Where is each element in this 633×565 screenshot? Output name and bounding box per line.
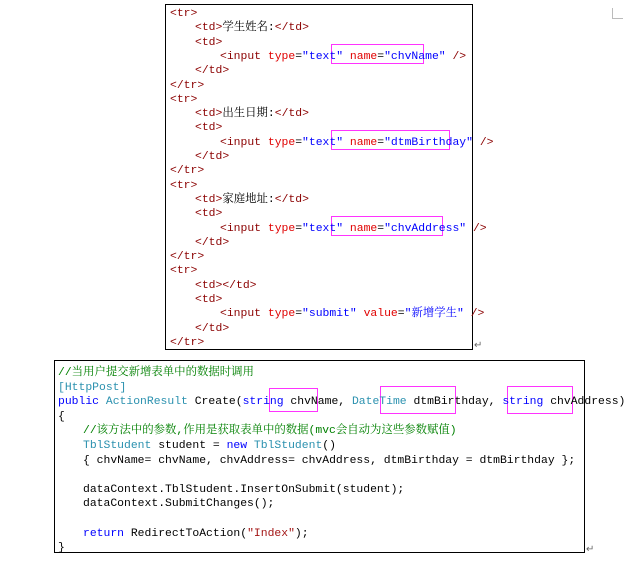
code-token: chvAddress) bbox=[543, 396, 626, 409]
code-token: student = bbox=[151, 440, 227, 452]
code-token: string bbox=[502, 396, 544, 409]
code-token: </td> bbox=[195, 151, 230, 163]
html-code-line bbox=[220, 222, 487, 236]
html-code-line bbox=[220, 136, 493, 150]
code-token: </tr> bbox=[170, 336, 205, 349]
code-token: </tr> bbox=[170, 79, 205, 92]
csharp-code-line bbox=[58, 541, 65, 555]
code-token: 学生姓名: bbox=[222, 22, 275, 35]
html-code-line bbox=[195, 322, 229, 336]
code-token: </tr> bbox=[170, 165, 205, 178]
code-token: { chvName= chvName, chvAddress= chvAddress, dtmBirthday = dtmBirthday }; bbox=[83, 454, 576, 467]
code-token: name bbox=[349, 222, 378, 235]
code-token: <td> bbox=[195, 294, 223, 306]
code-token bbox=[343, 137, 350, 149]
code-token: RedirectToAction( bbox=[124, 527, 248, 540]
code-token: <td> bbox=[195, 36, 223, 49]
code-token: type bbox=[267, 50, 296, 63]
code-token: "chvAddress" bbox=[384, 222, 467, 235]
code-token: <tr> bbox=[170, 179, 198, 192]
html-code-line bbox=[170, 93, 197, 107]
csharp-code-line bbox=[58, 410, 65, 424]
code-token: return bbox=[83, 527, 125, 540]
code-token: <input bbox=[220, 50, 268, 63]
html-code-line bbox=[170, 164, 204, 178]
code-token: "Index" bbox=[247, 527, 295, 540]
html-code-line bbox=[195, 64, 229, 78]
html-code-line bbox=[195, 150, 229, 164]
code-token: 出生日期: bbox=[222, 108, 275, 121]
code-token: <tr> bbox=[170, 265, 198, 278]
code-token: = bbox=[295, 50, 303, 63]
code-token: <tr> bbox=[170, 93, 198, 106]
html-code-line bbox=[195, 21, 309, 35]
code-token bbox=[466, 223, 473, 235]
code-token: DateTime bbox=[351, 396, 407, 409]
html-code-line bbox=[220, 307, 484, 321]
html-code-line bbox=[170, 7, 197, 21]
code-token: Create( bbox=[187, 396, 243, 409]
code-token: TblStudent bbox=[253, 440, 323, 452]
code-token bbox=[343, 223, 350, 235]
csharp-code-line bbox=[83, 454, 575, 468]
csharp-code-line bbox=[58, 395, 625, 409]
code-token: "submit" bbox=[302, 308, 357, 321]
code-token: "dtmBirthday" bbox=[384, 136, 473, 149]
code-token: name bbox=[349, 50, 378, 63]
code-token bbox=[343, 51, 350, 63]
code-token: name bbox=[349, 136, 378, 149]
html-code-line bbox=[220, 50, 466, 64]
code-token: 家庭地址: bbox=[222, 193, 275, 206]
code-token: <td> bbox=[195, 208, 223, 221]
html-code-line bbox=[195, 279, 257, 293]
code-token: </td> bbox=[274, 108, 309, 121]
code-token: </td> bbox=[195, 322, 230, 335]
code-token: <td> bbox=[195, 22, 223, 35]
html-code-line bbox=[195, 107, 309, 121]
code-token: string bbox=[242, 396, 284, 409]
code-token: <tr> bbox=[170, 8, 198, 20]
html-code-line bbox=[170, 336, 204, 350]
html-code-line bbox=[195, 36, 222, 50]
code-token: = bbox=[377, 50, 385, 63]
code-token: chvName, bbox=[283, 396, 352, 409]
code-token: "text" bbox=[302, 50, 344, 63]
code-token: /> bbox=[479, 136, 494, 149]
code-token: <td> bbox=[195, 193, 223, 206]
code-token: </td> bbox=[274, 22, 309, 35]
code-token: <input bbox=[220, 222, 268, 235]
page-corner-mark-top-right bbox=[612, 8, 623, 19]
csharp-code-line bbox=[83, 527, 309, 541]
code-token: public bbox=[58, 396, 100, 409]
code-token: <input bbox=[220, 308, 268, 321]
code-token bbox=[473, 137, 480, 149]
code-token: /> bbox=[472, 222, 487, 235]
code-token: /> bbox=[470, 308, 485, 321]
code-token: </td> bbox=[274, 193, 309, 206]
csharp-code-line bbox=[83, 424, 457, 438]
code-token: = bbox=[295, 308, 303, 321]
code-token: //该方法中的参数,作用是获取表单中的数据(mvc会自动为这些参数赋值) bbox=[83, 425, 457, 438]
code-token: "chvName" bbox=[384, 50, 446, 63]
code-token: ); bbox=[294, 527, 309, 540]
paragraph-mark: ↵ bbox=[586, 544, 595, 555]
code-token: [HttpPost] bbox=[58, 381, 127, 394]
code-token: dataContext.SubmitChanges(); bbox=[83, 498, 275, 511]
code-token: </td> bbox=[195, 236, 230, 249]
csharp-code-line bbox=[58, 366, 254, 380]
html-code-line bbox=[170, 179, 197, 193]
code-token: //当用户提交新增表单中的数据时调用 bbox=[58, 367, 254, 379]
paragraph-mark: ↵ bbox=[474, 340, 483, 351]
code-token: = bbox=[377, 222, 385, 235]
code-token: = bbox=[377, 136, 385, 149]
code-token: { bbox=[58, 410, 65, 423]
code-token: <td> bbox=[195, 122, 223, 135]
code-token: </tr> bbox=[170, 251, 205, 264]
code-token: "text" bbox=[302, 136, 344, 149]
code-token: type bbox=[267, 136, 296, 149]
html-code-line bbox=[170, 79, 204, 93]
code-token: type bbox=[267, 222, 296, 235]
code-token: } bbox=[58, 542, 65, 555]
code-token: () bbox=[322, 440, 336, 452]
code-token: "新增学生" bbox=[404, 308, 464, 321]
code-token: <td> bbox=[195, 108, 223, 121]
html-code-line bbox=[195, 121, 222, 135]
code-token bbox=[99, 396, 106, 408]
code-token bbox=[247, 440, 254, 452]
html-code-line bbox=[195, 207, 222, 221]
html-code-line bbox=[195, 193, 309, 207]
code-token: = bbox=[397, 308, 405, 321]
html-code-line bbox=[195, 293, 222, 307]
code-token: type bbox=[267, 308, 296, 321]
csharp-code-line bbox=[83, 483, 404, 497]
html-code-line bbox=[170, 250, 204, 264]
code-token: /> bbox=[452, 50, 467, 63]
code-token: TblStudent bbox=[83, 440, 152, 452]
code-token: dtmBirthday, bbox=[406, 396, 503, 409]
csharp-code-line bbox=[83, 439, 336, 453]
code-token: = bbox=[295, 136, 303, 149]
code-token: <td></td> bbox=[195, 279, 257, 292]
code-token: dataContext.TblStudent.InsertOnSubmit(student); bbox=[83, 483, 405, 496]
html-code-line bbox=[195, 236, 229, 250]
code-token bbox=[357, 308, 364, 320]
html-code-line bbox=[170, 264, 197, 278]
code-token: </td> bbox=[195, 65, 230, 78]
code-token: = bbox=[295, 222, 303, 235]
code-token: <input bbox=[220, 136, 268, 149]
code-token bbox=[464, 308, 471, 320]
code-token: ActionResult bbox=[105, 396, 188, 409]
code-token: "text" bbox=[302, 222, 344, 235]
csharp-code-line bbox=[83, 497, 274, 511]
csharp-code-line bbox=[58, 381, 126, 395]
code-token: value bbox=[363, 308, 398, 321]
code-token: new bbox=[226, 440, 248, 452]
